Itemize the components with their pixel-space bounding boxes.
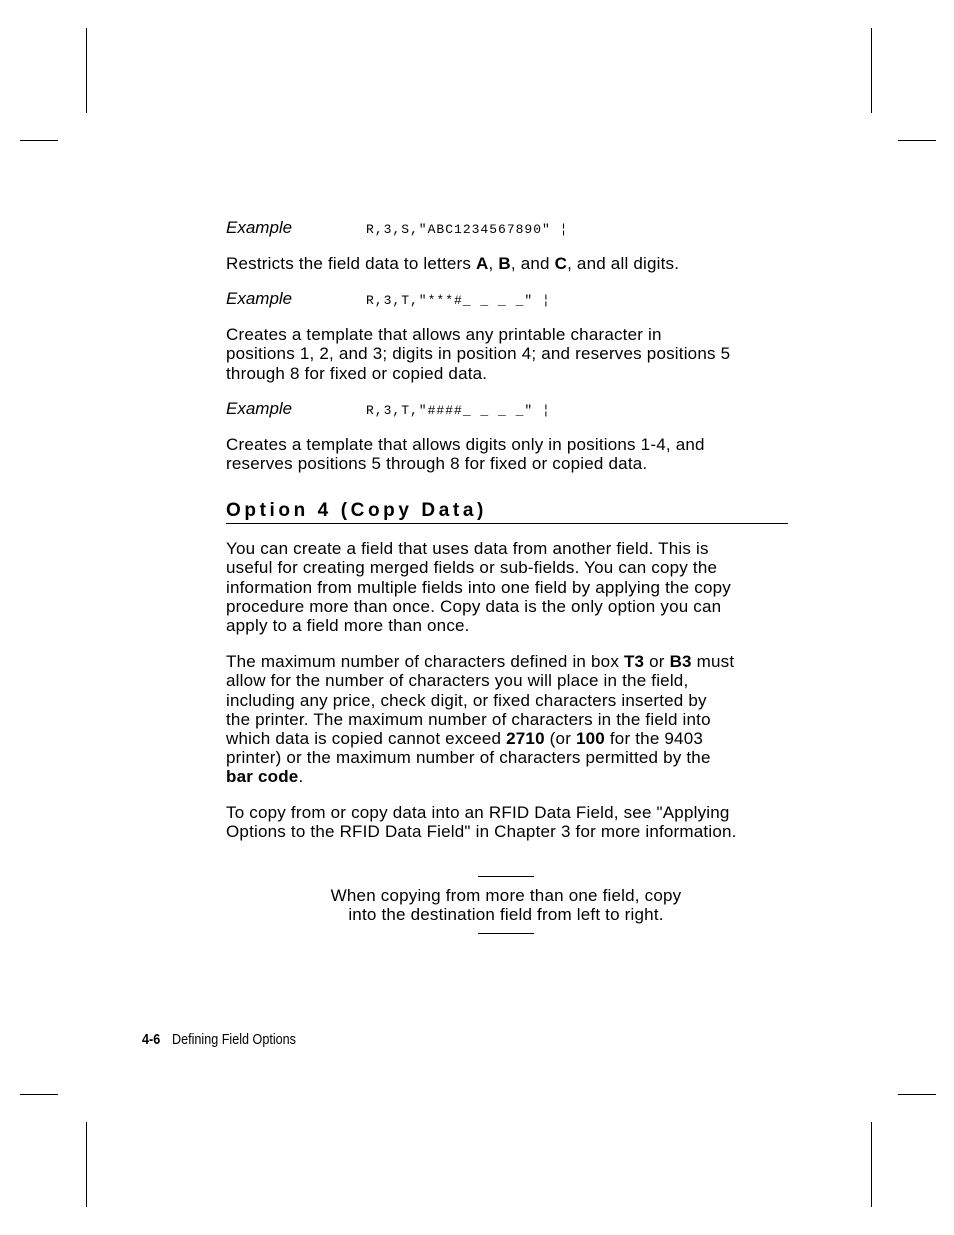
note-line-1: When copying from more than one field, copy — [330, 886, 682, 905]
example-3 — [226, 399, 788, 425]
note-top-rule — [478, 876, 534, 877]
crop-mark-top-right-vertical — [871, 28, 872, 113]
page-content — [226, 218, 788, 841]
crop-mark-bottom-left-vertical — [86, 1122, 87, 1207]
example-label: Example — [226, 218, 293, 237]
bold-term: B — [498, 254, 511, 273]
bold-term: 100 — [575, 729, 605, 749]
example-2-description: Creates a template that allows any printable character in positions 1, 2, and 3; digits in position 4; and reserves positions 5 through 8 for fixed or copied data. — [226, 325, 731, 383]
example-1 — [226, 218, 788, 244]
bold-term: A — [476, 254, 489, 273]
crop-mark-bottom-left-horizontal — [20, 1094, 58, 1095]
crop-mark-top-left-vertical — [86, 28, 87, 113]
bold-term: B3 — [669, 652, 692, 672]
example-code: R,3,T,"***#_ _ _ _" ¦ — [366, 293, 551, 309]
note-line-2: into the destination field from left to right. — [348, 905, 664, 925]
crop-mark-top-right-horizontal — [898, 140, 936, 141]
example-code: R,3,T,"####_ _ _ _" ¦ — [366, 402, 551, 418]
example-label: Example — [226, 289, 293, 309]
example-code: R,3,S,"ABC1234567890" ¦ — [366, 222, 569, 237]
section-paragraph-1: You can create a field that uses data from another field. This is useful for creating merged fields or sub-fields. You can copy the information from multiple fields into one field by applying the copy procedure more than once. Copy data is the only option you can apply to a field more than once. — [226, 539, 731, 636]
section-paragraph-2: The maximum number of characters defined in box T3 or B3 must allow for the number of characters you will place in the field, including any price, check digit, or fixed characters inserted by the printer. The maximum number of characters in the field into which data is copied cannot exceed 2710 (or 100 for the 9403 printer) or the maximum number of characters permitted by the bar code. — [226, 652, 735, 787]
bold-term: T3 — [623, 652, 645, 672]
bold-term: bar code — [226, 767, 299, 787]
footer-title: Defining Field Options — [171, 1031, 296, 1048]
example-3-description: Creates a template that allows digits only in positions 1-4, and reserves positions 5 through 8 for fixed or copied data. — [226, 434, 705, 474]
note-bottom-rule — [478, 933, 534, 934]
example-label: Example — [226, 398, 293, 418]
section-paragraph-3: To copy from or copy data into an RFID Data Field, see "Applying Options to the RFID Data Field" in Chapter 3 for more information. — [226, 802, 737, 841]
example-2 — [226, 289, 788, 315]
crop-mark-bottom-right-horizontal — [898, 1094, 936, 1095]
bold-term: 2710 — [506, 729, 545, 749]
note-text — [290, 886, 722, 924]
crop-mark-bottom-right-vertical — [871, 1122, 872, 1207]
example-1-description: Restricts the field data to letters A, B, and C, and all digits. — [226, 254, 680, 273]
bold-term: C — [554, 254, 568, 273]
crop-mark-top-left-horizontal — [20, 140, 58, 141]
page-footer — [142, 1031, 296, 1048]
page-number: 4-6 — [142, 1031, 161, 1048]
note-box — [290, 876, 722, 934]
section-heading: Option 4 (Copy Data) — [226, 500, 788, 524]
